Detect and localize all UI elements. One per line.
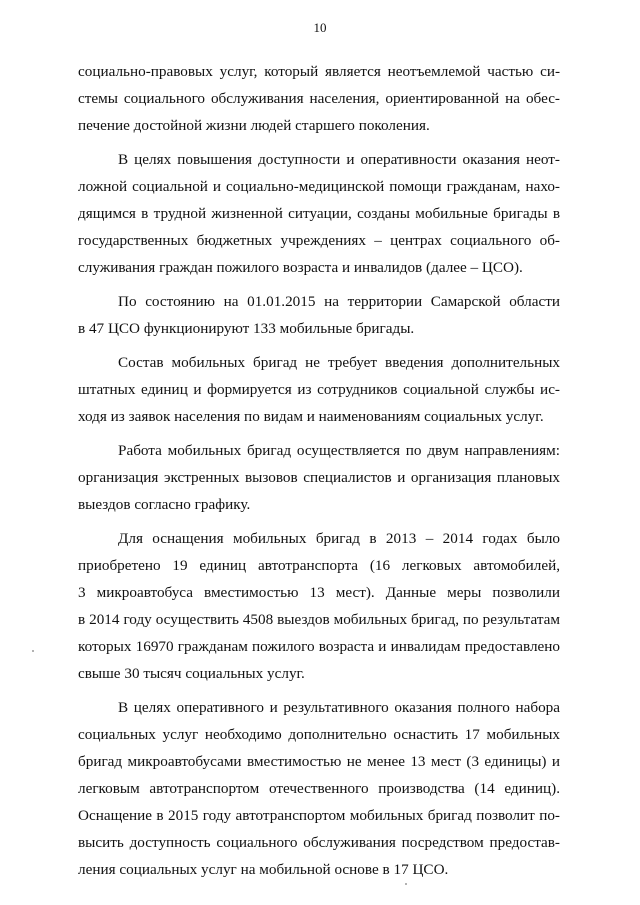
text-line: социальных услуг необходимо дополнительно оснастить 17 мобильных bbox=[78, 726, 560, 743]
text-line: бригад микроавтобусами вместимостью не менее 13 мест (3 единицы) и bbox=[78, 753, 560, 770]
text-line: 3 микроавтобуса вместимостью 13 мест). Данные меры позволили bbox=[78, 584, 560, 601]
text-line: легковым автотранспортом отечественного производства (14 единиц). bbox=[78, 780, 560, 797]
paragraph bbox=[78, 525, 560, 687]
document-body bbox=[78, 58, 560, 883]
paragraph-gap bbox=[78, 518, 560, 525]
text-line: социально-правовых услуг, который является неотъемлемой частью си- bbox=[78, 63, 560, 80]
text-line: которых 16970 гражданам пожилого возраста и инвалидам предоставлено bbox=[78, 638, 560, 655]
text-line: в 47 ЦСО функционируют 133 мобильные бригады. bbox=[78, 320, 415, 337]
text-line: дящимся в трудной жизненной ситуации, созданы мобильные бригады в bbox=[78, 205, 560, 222]
text-line: стемы социального обслуживания населения, ориентированной на обес- bbox=[78, 90, 560, 107]
paragraph bbox=[78, 694, 560, 883]
scan-speck bbox=[32, 650, 34, 652]
paragraph-gap bbox=[78, 342, 560, 349]
text-line: В целях повышения доступности и оперативности оказания неот- bbox=[118, 151, 560, 168]
text-line: Работа мобильных бригад осуществляется по двум направлениям: bbox=[118, 442, 560, 459]
text-line: организация экстренных вызовов специалистов и организация плановых bbox=[78, 469, 560, 486]
paragraph-gap bbox=[78, 687, 560, 694]
text-line: высить доступность социального обслуживания посредством предостав- bbox=[78, 834, 560, 851]
page-number: 10 bbox=[313, 20, 327, 35]
text-line: В целях оперативного и результативного оказания полного набора bbox=[118, 699, 560, 716]
text-line: По состоянию на 01.01.2015 на территории Самарской области bbox=[118, 293, 560, 310]
text-line: ходя из заявок населения по видам и наименованиям социальных услуг. bbox=[78, 408, 544, 425]
text-line: в 2014 году осуществить 4508 выездов мобильных бригад, по результатам bbox=[78, 611, 560, 628]
text-line: выездов согласно графику. bbox=[78, 496, 251, 513]
text-line: ложной социальной и социально-медицинской помощи гражданам, нахо- bbox=[78, 178, 560, 195]
paragraph bbox=[78, 288, 560, 342]
paragraph-gap bbox=[78, 281, 560, 288]
paragraph bbox=[78, 146, 560, 281]
text-line: Для оснащения мобильных бригад в 2013 – 2014 годах было bbox=[118, 530, 560, 547]
text-line: Состав мобильных бригад не требует введения дополнительных bbox=[118, 354, 560, 371]
text-line: свыше 30 тысяч социальных услуг. bbox=[78, 665, 305, 682]
text-line: приобретено 19 единиц автотранспорта (16 легковых автомобилей, bbox=[78, 557, 560, 574]
text-line: штатных единиц и формируется из сотрудников социальной службы ис- bbox=[78, 381, 560, 398]
text-line: печение достойной жизни людей старшего поколения. bbox=[78, 117, 430, 134]
paragraph bbox=[78, 437, 560, 518]
text-line: Оснащение в 2015 году автотранспортом мобильных бригад позволит по- bbox=[78, 807, 560, 824]
paragraph bbox=[78, 349, 560, 430]
scan-speck bbox=[405, 883, 407, 885]
text-line: служивания граждан пожилого возраста и инвалидов (далее – ЦСО). bbox=[78, 259, 523, 276]
text-line: ления социальных услуг на мобильной основе в 17 ЦСО. bbox=[78, 861, 449, 878]
text-line: государственных бюджетных учреждениях – центрах социального об- bbox=[78, 232, 560, 249]
paragraph bbox=[78, 58, 560, 139]
paragraph-gap bbox=[78, 430, 560, 437]
paragraph-gap bbox=[78, 139, 560, 146]
